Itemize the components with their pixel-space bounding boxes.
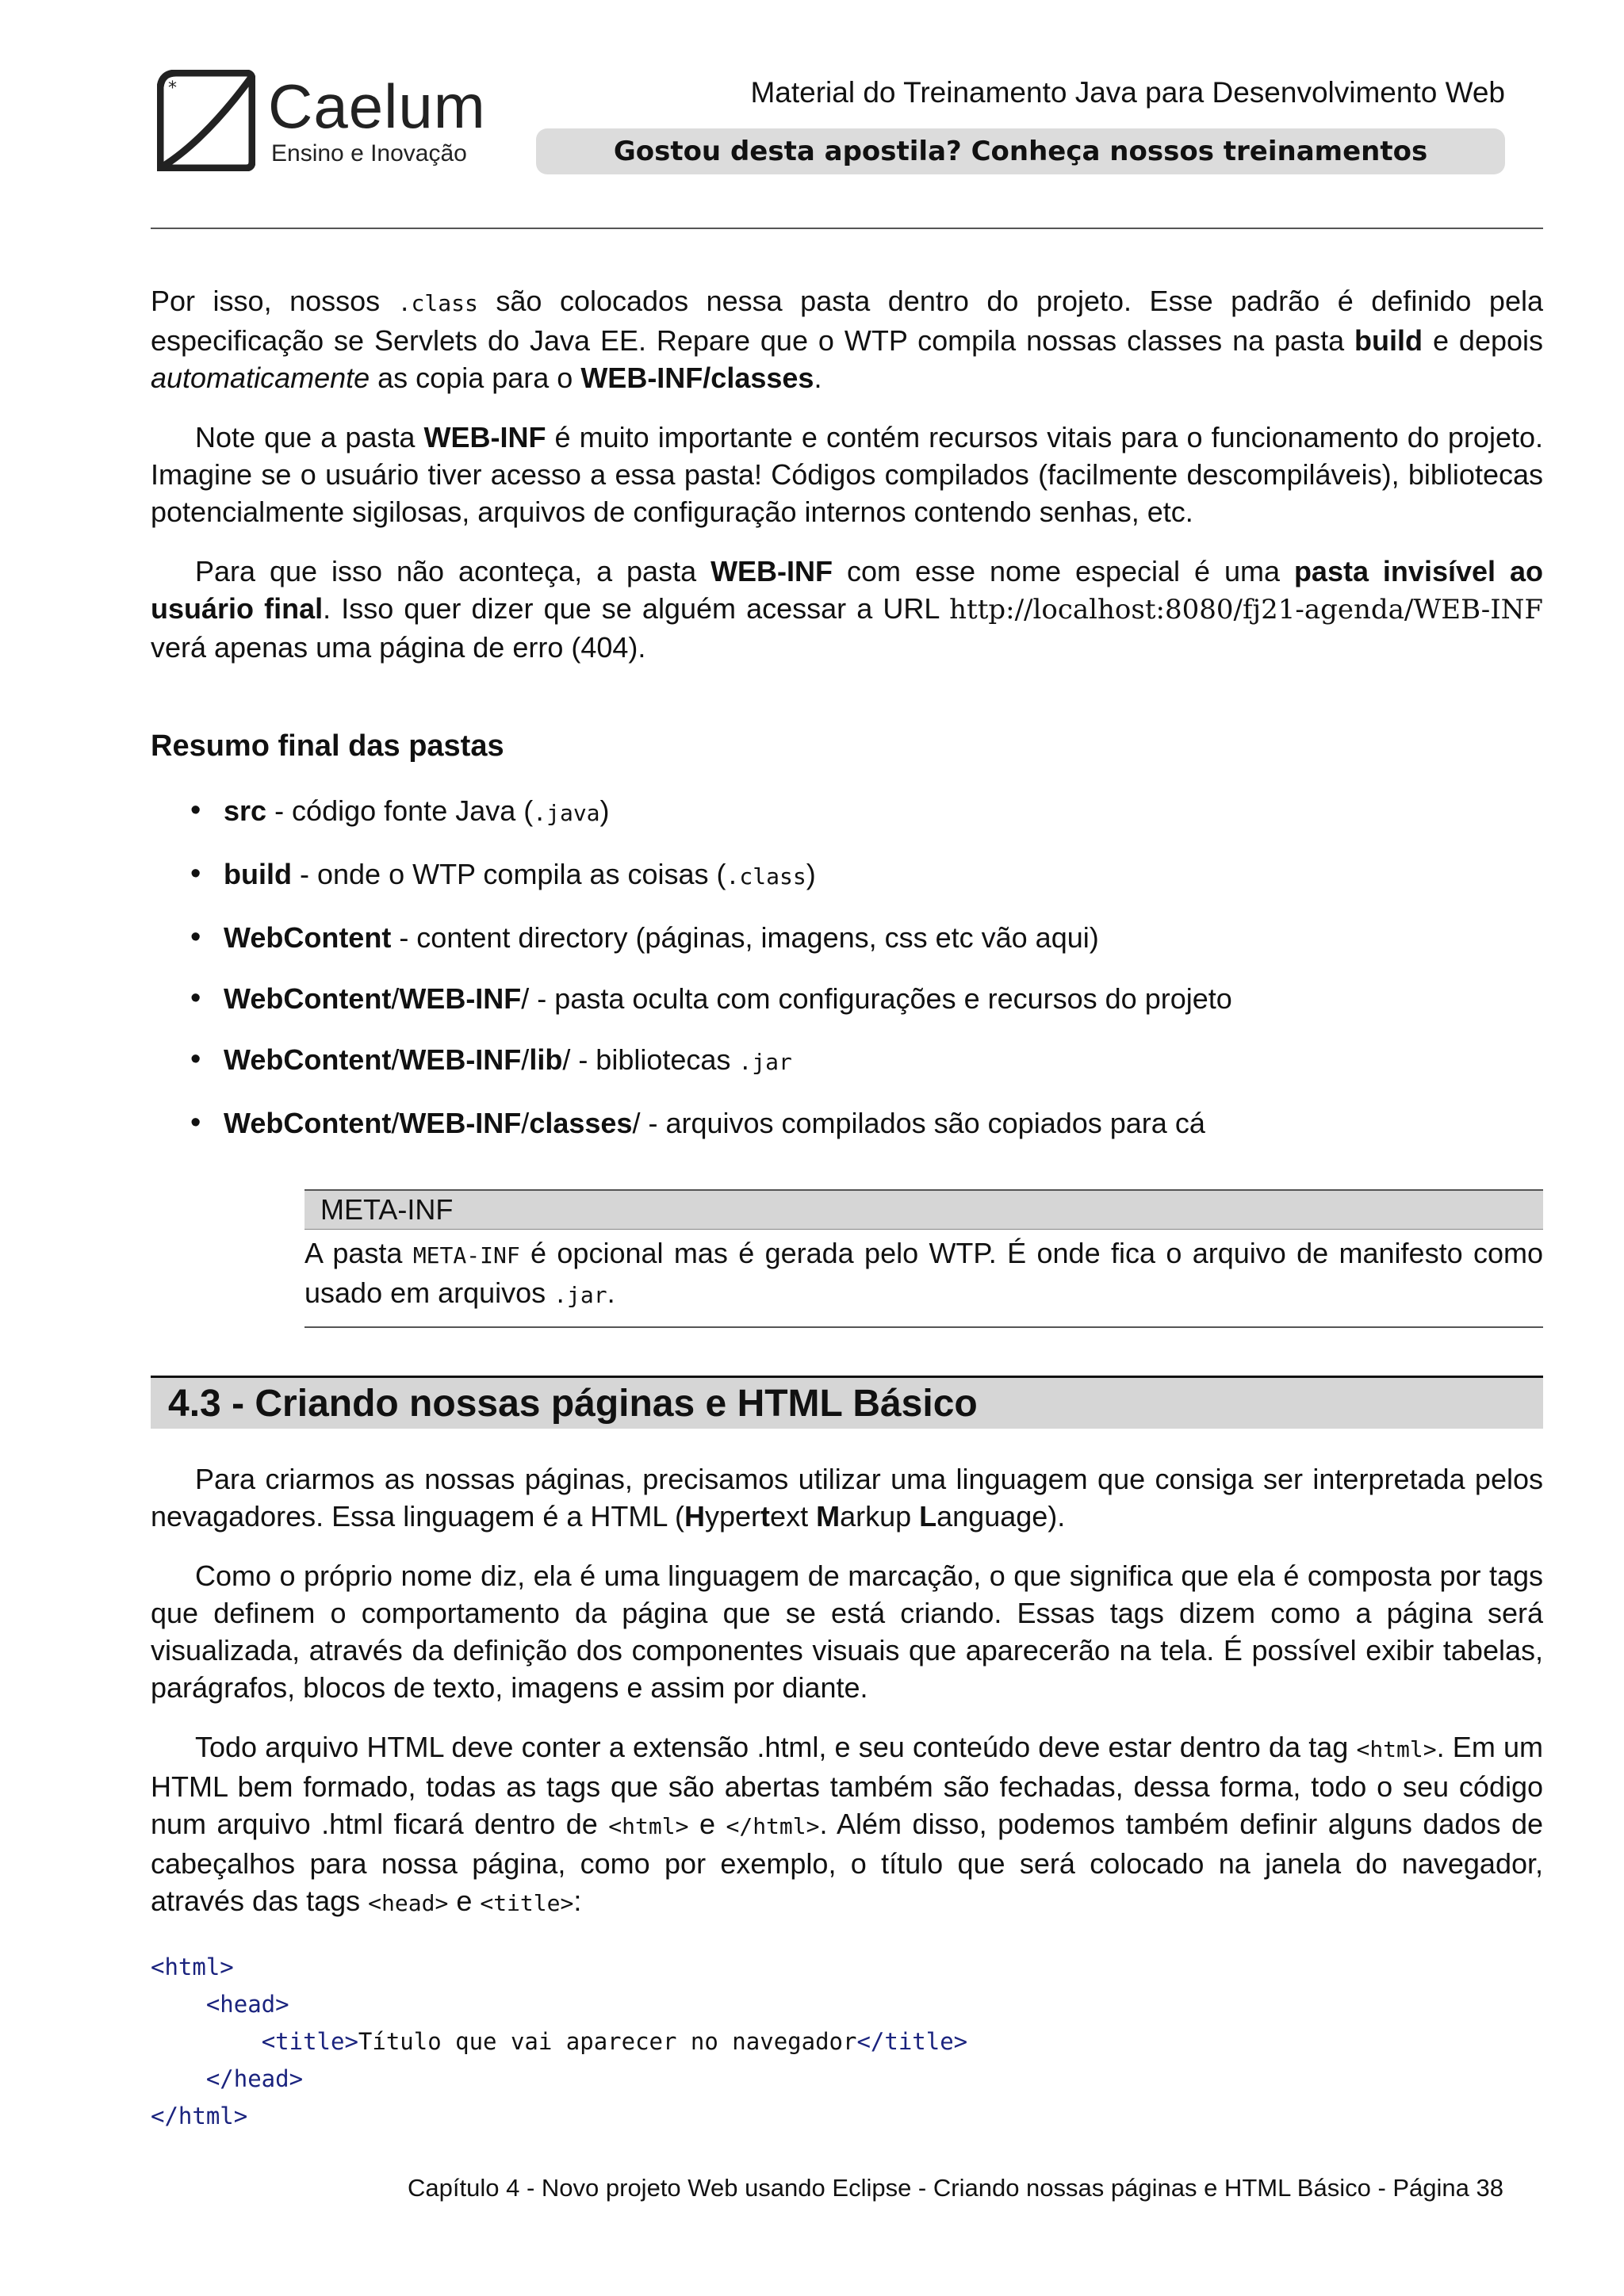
header-divider — [151, 228, 1543, 229]
html-code-example: <html> <head> <title>Título que vai aparecer no navegador</title> </head> </html> — [151, 1954, 968, 2130]
list-item: • build - onde o WTP compila as coisas (.class) — [224, 855, 1543, 895]
url-text: http://localhost:8080/fj21-agenda/WEB-INF — [949, 594, 1544, 626]
list-item: • src - código fonte Java (.java) — [224, 792, 1543, 832]
note-body: A pasta META-INF é opcional mas é gerada pelo WTP. É onde fica o arquivo de manifesto como usado em arquivos .jar. — [304, 1237, 1543, 1309]
intro-paragraph-2: Note que a pasta WEB-INF é muito importante e contém recursos vitais para o funcionamento do projeto. Imagine se o usuário tiver acesso a essa pasta! Códigos compilados (facilmente descompiláveis), bibliotecas potencialmente sigilosas, arquivos de configuração internos contendo senhas, etc. — [151, 421, 1544, 528]
section-paragraph-3: Todo arquivo HTML deve conter a extensão .html, e seu conteúdo deve estar dentro da tag <html>. Em um HTML bem formado, todas as tags que são abertas também são fechadas, dessa forma, todo o seu código num arquivo .html ficará dentro de <html> e </html>. Além disso, podemos também definir alguns dados de cabeçalhos para nossa página, como por exemplo, o título que será colocado na janela do navegador, através das tags <head> e <title>: — [151, 1731, 1544, 1917]
code-line: <head> — [205, 1991, 289, 2018]
section-paragraph-1: Para criarmos as nossas páginas, precisamos utilizar uma linguagem que consiga ser interpretada pelos nevagadores. Essa linguagem é a HTML (Hypertext Markup Language). — [151, 1463, 1543, 1533]
page-footer: Capítulo 4 - Novo projeto Web usando Eclipse - Criando nossas páginas e HTML Básico - Página 38 — [408, 2174, 1503, 2202]
section-paragraph-2: Como o próprio nome diz, ela é uma linguagem de marcação, o que significa que ela é composta por tags que definem o comportamento da página que se está criando. Essas tags dizem como a página será visualizada, através da definição dos componentes visuais que aparecerão na tela. É possível exibir tabelas, parágrafos, blocos de texto, imagens e assim por diante. — [151, 1559, 1543, 1704]
header-title: Material do Treinamento Java para Desenvolvimento Web — [750, 76, 1505, 109]
caelum-logo-icon — [157, 70, 255, 171]
meta-inf-note-box — [304, 1189, 1543, 1328]
list-item: • WebContent - content directory (páginas, imagens, css etc vão aqui) — [224, 919, 1543, 956]
logo-tagline: Ensino e Inovação — [271, 140, 467, 166]
section-heading: 4.3 - Criando nossas páginas e HTML Básico — [151, 1376, 1543, 1429]
code-line: </head> — [205, 2065, 304, 2092]
svg-text:*: * — [168, 78, 177, 98]
training-banner-link[interactable]: Gostou desta apostila? Conheça nossos treinamentos — [536, 128, 1505, 174]
intro-paragraph-1: Por isso, nossos .class são colocados nessa pasta dentro do projeto. Esse padrão é definido pela especificação se Servlets do Java EE. Repare que o WTP compila nossas classes na pasta build e depois automaticamente as copia para o WEB-INF/classes. — [151, 285, 1544, 394]
code-line: <html> — [151, 1954, 234, 1980]
note-title: META-INF — [304, 1191, 1543, 1230]
logo-name: Caelum — [268, 71, 486, 141]
code-line: </html> — [151, 2103, 248, 2130]
list-item: • WebContent/WEB-INF/classes/ - arquivos compilados são copiados para cá — [224, 1104, 1543, 1142]
list-item: • WebContent/WEB-INF/ - pasta oculta com configurações e recursos do projeto — [224, 980, 1543, 1017]
intro-paragraph-3: Para que isso não aconteça, a pasta WEB-INF com esse nome especial é uma pasta invisível ao usuário final. Isso quer dizer que se alguém acessar a URL http://localhost:8080/fj21-agenda/WEB-INF verá apenas uma página de erro (404). — [151, 555, 1544, 664]
summary-heading: Resumo final das pastas — [151, 729, 504, 763]
folder-list — [151, 792, 1543, 1142]
list-item: • WebContent/WEB-INF/lib/ - bibliotecas .jar — [224, 1041, 1543, 1081]
page-content — [151, 282, 1543, 2135]
caelum-logo[interactable] — [157, 68, 490, 179]
